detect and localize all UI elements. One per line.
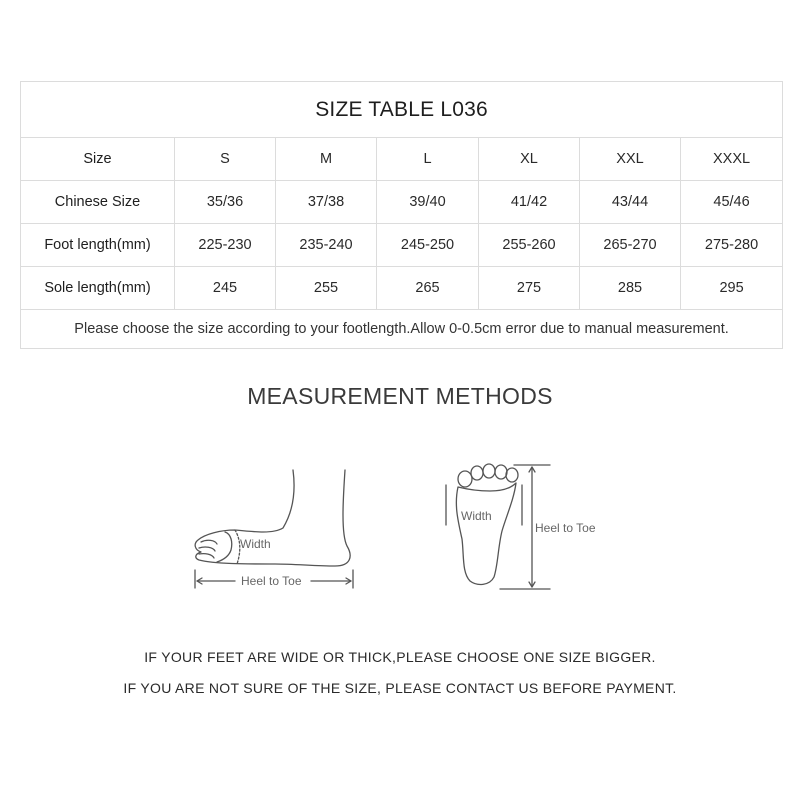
table-cell: 265 <box>377 267 479 310</box>
table-cell: 275-280 <box>681 224 783 267</box>
table-cell: 45/46 <box>681 181 783 224</box>
notice-contact-us: IF YOU ARE NOT SURE OF THE SIZE, PLEASE CONTACT US BEFORE PAYMENT. <box>123 680 677 696</box>
table-cell: 255 <box>276 267 377 310</box>
size-note: Please choose the size according to your footlength.Allow 0-0.5cm error due to manual measurement. <box>21 310 783 349</box>
size-table-title-row <box>21 82 783 138</box>
row-label-sole-length: Sole length(mm) <box>21 267 175 310</box>
table-cell: 275 <box>479 267 580 310</box>
row-label-chinese-size: Chinese Size <box>21 181 175 224</box>
size-table-title: SIZE TABLE L036 <box>21 82 783 138</box>
foot-length-row <box>21 224 783 267</box>
table-cell: 295 <box>681 267 783 310</box>
row-label-foot-length: Foot length(mm) <box>21 224 175 267</box>
table-cell: 235-240 <box>276 224 377 267</box>
sole-length-label: Heel to Toe <box>535 521 596 535</box>
table-cell: 37/38 <box>276 181 377 224</box>
table-cell: 225-230 <box>175 224 276 267</box>
side-width-label: Width <box>240 537 271 551</box>
chinese-size-row <box>21 181 783 224</box>
table-cell: 41/42 <box>479 181 580 224</box>
notice-wide-feet: IF YOUR FEET ARE WIDE OR THICK,PLEASE CHOOSE ONE SIZE BIGGER. <box>144 649 656 665</box>
size-row <box>21 138 783 181</box>
size-table <box>20 81 783 349</box>
foot-sole-diagram <box>440 455 640 595</box>
table-cell: XL <box>479 138 580 181</box>
measurement-title: MEASUREMENT METHODS <box>247 383 553 409</box>
table-cell: XXXL <box>681 138 783 181</box>
sole-width-label: Width <box>461 509 492 523</box>
table-cell: 35/36 <box>175 181 276 224</box>
table-cell: 255-260 <box>479 224 580 267</box>
table-cell: S <box>175 138 276 181</box>
table-cell: 285 <box>580 267 681 310</box>
row-label-size: Size <box>21 138 175 181</box>
table-cell: 265-270 <box>580 224 681 267</box>
table-cell: 245-250 <box>377 224 479 267</box>
foot-side-diagram <box>185 460 370 595</box>
table-cell: XXL <box>580 138 681 181</box>
table-cell: 245 <box>175 267 276 310</box>
size-note-row <box>21 310 783 349</box>
sole-length-row <box>21 267 783 310</box>
table-cell: 43/44 <box>580 181 681 224</box>
table-cell: M <box>276 138 377 181</box>
table-cell: 39/40 <box>377 181 479 224</box>
side-length-label: Heel to Toe <box>241 574 302 588</box>
table-cell: L <box>377 138 479 181</box>
